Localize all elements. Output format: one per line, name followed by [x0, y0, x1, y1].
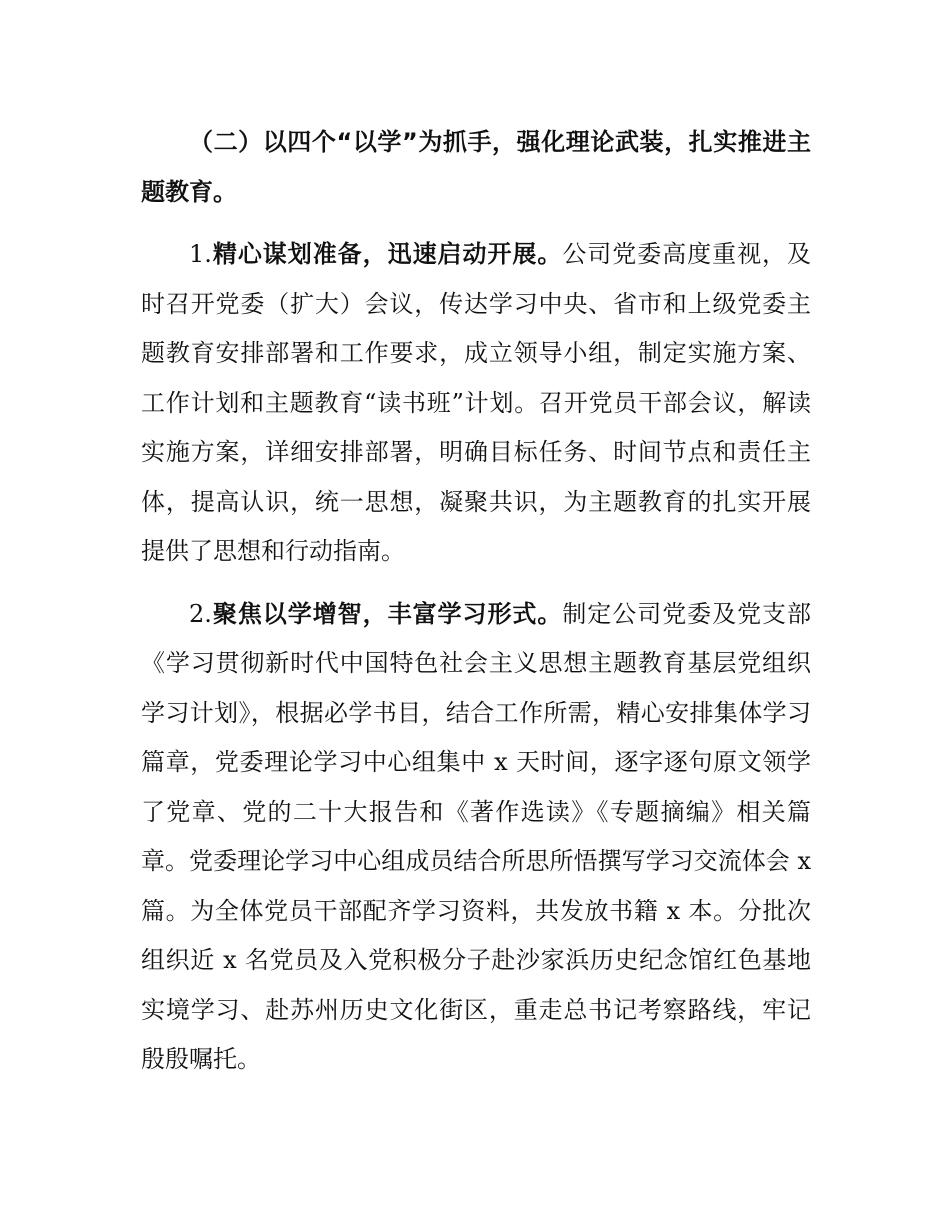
paragraph-1-body: 公司党委高度重视，及时召开党委（扩大）会议，传达学习中央、省市和上级党委主题教育安排部署和工作要求，成立领导小组，制定实施方案、工作计划和主题教育“读书班”计划。召开党员干部会议，解读实施方案，详细安排部署，明确目标任务、时间节点和责任主体，提高认识，统一思想，凝聚共识，为主题教育的扎实开展提供了思想和行动指南。	[141, 240, 812, 565]
paragraph-2-body: 制定公司党委及党支部《学习贯彻新时代中国特色社会主义思想主题教育基层党组织学习计划》，根据必学书目，结合工作所需，精心安排集体学习篇章，党委理论学习中心组集中 x 天时间，逐字逐句原文领学了党章、党的二十大报告和《著作选读》《专题摘编》相关篇章。党委理论学习中心组成员结合所思所悟撰写学习交流体会 x 篇。为全体党员干部配齐学习资料，共发放书籍 x 本。分批次组织近 x 名党员及入党积极分子赴沙家浜历史纪念馆红色基地实境学习、赴苏州历史文化街区，重走总书记考察路线，牢记殷殷嘱托。	[141, 599, 812, 1073]
document-body	[141, 118, 811, 1098]
section-heading: （二）以四个“以学”为抓手，强化理论武装，扎实推进主题教育。	[141, 128, 811, 206]
paragraph-1-lead: 精心谋划准备，迅速启动开展。	[211, 240, 563, 268]
paragraph-2-number: 2.	[189, 599, 212, 628]
paragraph-2	[141, 590, 811, 1085]
paragraph-1	[141, 230, 811, 577]
paragraph-2-lead: 聚焦以学增智，丰富学习形式。	[211, 599, 563, 628]
paragraph-1-number: 1.	[189, 240, 212, 268]
